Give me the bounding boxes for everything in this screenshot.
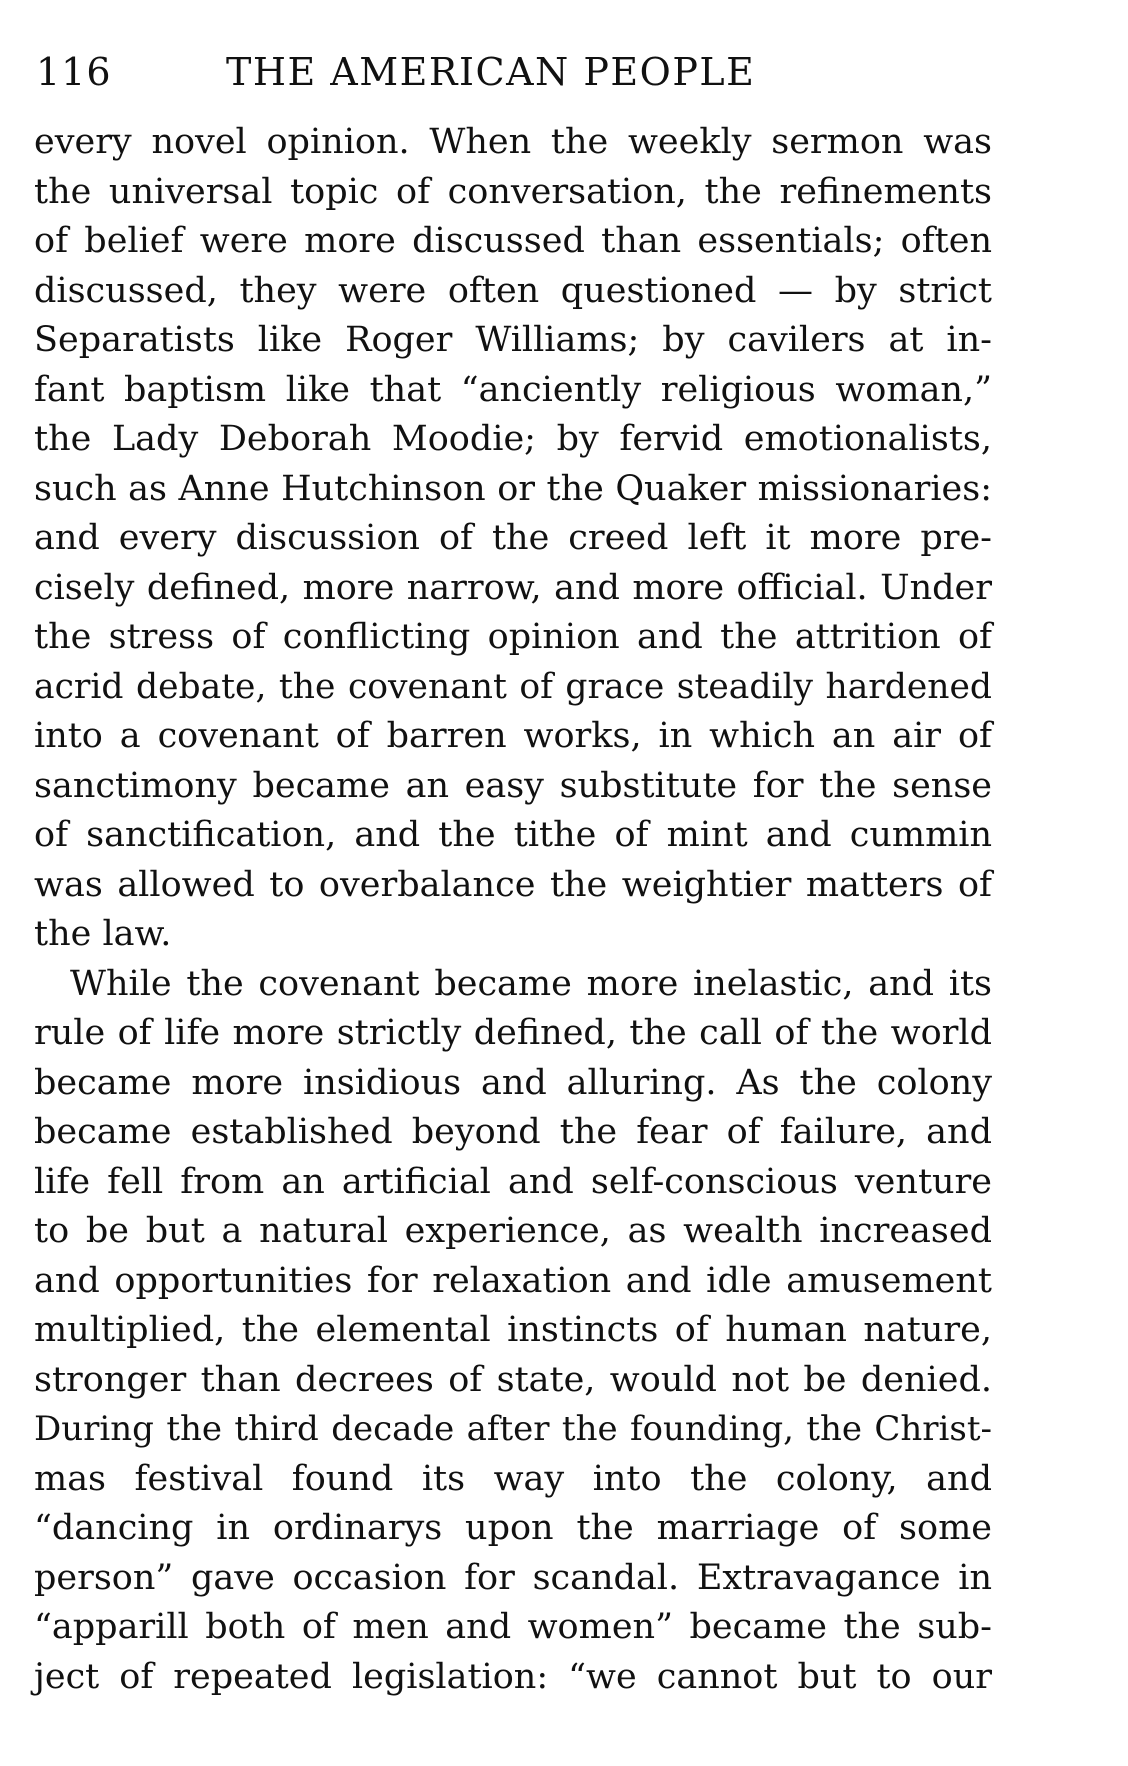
text-line: the Lady Deborah Moodie; by fervid emotionalists, xyxy=(34,419,992,459)
text-line: became established beyond the fear of failure, and xyxy=(34,1112,992,1152)
text-line: “apparill both of men and women” became the sub- xyxy=(34,1607,992,1647)
text-line: acrid debate, the covenant of grace steadily hardened xyxy=(34,666,992,707)
text-line: sanctimony became an easy substitute for the sense xyxy=(34,765,992,806)
text-line: such as Anne Hutchinson or the Quaker missionaries: xyxy=(34,468,992,509)
text-line: multiplied, the elemental instincts of human nature, xyxy=(34,1310,992,1350)
text-line: ject of repeated legislation: “we cannot but to our xyxy=(34,1656,992,1697)
text-line: into a covenant of barren works, in which an air of xyxy=(34,716,992,756)
text-line: mas festival found its way into the colony, and xyxy=(34,1458,992,1499)
text-line-paragraph-start: While the covenant became more inelastic, and its xyxy=(70,963,992,1004)
text-line: “dancing in ordinarys upon the marriage of some xyxy=(34,1508,992,1548)
page-number: 116 xyxy=(36,50,112,94)
text-line: During the third decade after the founding, the Christ- xyxy=(34,1409,992,1449)
text-line: stronger than decrees of state, would not be denied. xyxy=(34,1359,992,1400)
running-title: THE AMERICAN PEOPLE xyxy=(226,50,756,94)
text-line: became more insidious and alluring. As the colony xyxy=(34,1062,992,1103)
text-line: was allowed to overbalance the weightier matters of xyxy=(34,864,992,905)
text-line: to be but a natural experience, as wealth increased xyxy=(34,1211,992,1251)
page-header xyxy=(36,42,996,102)
text-line: and opportunities for relaxation and idle amusement xyxy=(34,1260,992,1301)
text-line: cisely defined, more narrow, and more official. Under xyxy=(34,567,992,608)
text-line: of sanctification, and the tithe of mint and cummin xyxy=(34,815,992,855)
text-line: the stress of conflicting opinion and the attrition of xyxy=(34,617,992,657)
text-line: the universal topic of conversation, the refinements xyxy=(34,171,992,212)
text-line: person” gave occasion for scandal. Extravagance in xyxy=(34,1557,992,1598)
text-line: life fell from an artificial and self-conscious venture xyxy=(34,1161,992,1202)
text-line: rule of life more strictly defined, the call of the world xyxy=(34,1013,992,1053)
text-line: every novel opinion. When the weekly sermon was xyxy=(34,122,992,162)
text-line: of belief were more discussed than essentials; often xyxy=(34,221,992,261)
body-text xyxy=(34,118,992,1702)
text-line: Separatists like Roger Williams; by cavilers at in- xyxy=(34,320,992,360)
text-line: and every discussion of the creed left it more pre- xyxy=(34,518,992,558)
text-line: fant baptism like that “anciently religious woman,” xyxy=(34,369,992,410)
text-line: the law. xyxy=(34,914,172,954)
text-line: discussed, they were often questioned — by strict xyxy=(34,270,992,311)
